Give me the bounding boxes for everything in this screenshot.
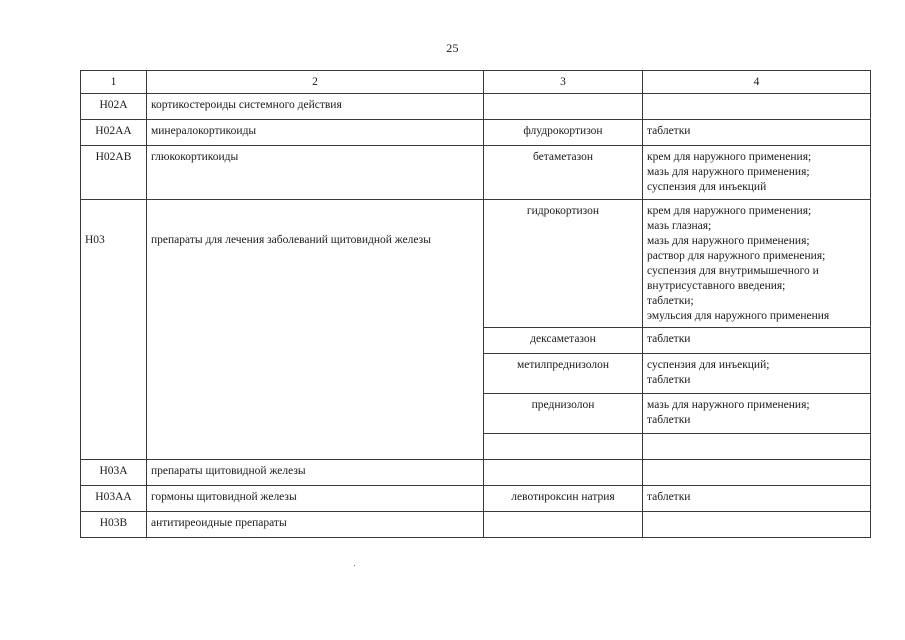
drug-name-cell [484, 460, 643, 486]
atc-code-cell: H03AA [81, 486, 147, 512]
group-name-cell: минералокортикоиды [147, 120, 484, 146]
dosage-form-cell [643, 394, 871, 434]
scan-speck [354, 565, 355, 566]
dosage-form-cell [643, 434, 871, 460]
drug-name-cell: бетаметазон [484, 146, 643, 200]
table-row [81, 94, 871, 120]
table-row [81, 486, 871, 512]
drug-name-cell [484, 434, 643, 460]
group-name-cell: антитиреоидные препараты [147, 512, 484, 538]
group-name-cell: гормоны щитовидной железы [147, 486, 484, 512]
drug-name-cell: левотироксин натрия [484, 486, 643, 512]
column-header: 3 [484, 71, 643, 94]
dosage-form-cell [643, 120, 871, 146]
drug-name-cell: флудрокортизон [484, 120, 643, 146]
drug-name-cell: преднизолон [484, 394, 643, 434]
group-name-cell: препараты щитовидной железы [147, 460, 484, 486]
atc-code-cell: H03 [81, 200, 147, 460]
drug-name-cell: гидрокортизон [484, 200, 643, 328]
dosage-form-cell [643, 146, 871, 200]
atc-code-cell: H02AA [81, 120, 147, 146]
column-header: 2 [147, 71, 484, 94]
dosage-form-cell [643, 94, 871, 120]
dosage-form-text: суспензия для инъекций; таблетки [647, 359, 770, 386]
atc-code-cell: H02A [81, 94, 147, 120]
group-name-cell: глюкокортикоиды [147, 146, 484, 200]
drug-name-cell: дексаметазон [484, 328, 643, 354]
table-row [81, 200, 871, 328]
dosage-form-text: таблетки [647, 491, 691, 503]
page-number: 25 [446, 41, 459, 55]
dosage-form-text: крем для наружного применения; мазь глазная; мазь для наружного применения; раствор для наружного применения; суспензия для внутримышечного и внутрисуставного введения; таблетки; эмульсия для наружного применения [647, 205, 830, 322]
dosage-form-cell [643, 460, 871, 486]
drug-name-cell [484, 512, 643, 538]
column-header: 1 [81, 71, 147, 94]
dosage-form-text: таблетки [647, 333, 691, 345]
table-row [81, 146, 871, 200]
dosage-form-cell [643, 200, 871, 328]
group-name-cell: препараты для лечения заболеваний щитовидной железы [147, 200, 484, 460]
dosage-form-text: крем для наружного применения; мазь для наружного применения; суспензия для инъекций [647, 151, 812, 193]
dosage-form-cell [643, 486, 871, 512]
atc-code-cell: H02AB [81, 146, 147, 200]
column-header: 4 [643, 71, 871, 94]
atc-code-cell: H03A [81, 460, 147, 486]
dosage-form-text: таблетки [647, 125, 691, 137]
dosage-form-cell [643, 512, 871, 538]
table-header-row [81, 71, 871, 94]
table-row [81, 460, 871, 486]
drug-name-cell: метилпреднизолон [484, 354, 643, 394]
drug-classification-table [80, 70, 871, 538]
group-name-cell: кортикостероиды системного действия [147, 94, 484, 120]
dosage-form-cell [643, 328, 871, 354]
atc-code-cell: H03B [81, 512, 147, 538]
table-row [81, 120, 871, 146]
dosage-form-text: мазь для наружного применения; таблетки [647, 399, 810, 426]
table-row [81, 512, 871, 538]
dosage-form-cell [643, 354, 871, 394]
drug-name-cell [484, 94, 643, 120]
